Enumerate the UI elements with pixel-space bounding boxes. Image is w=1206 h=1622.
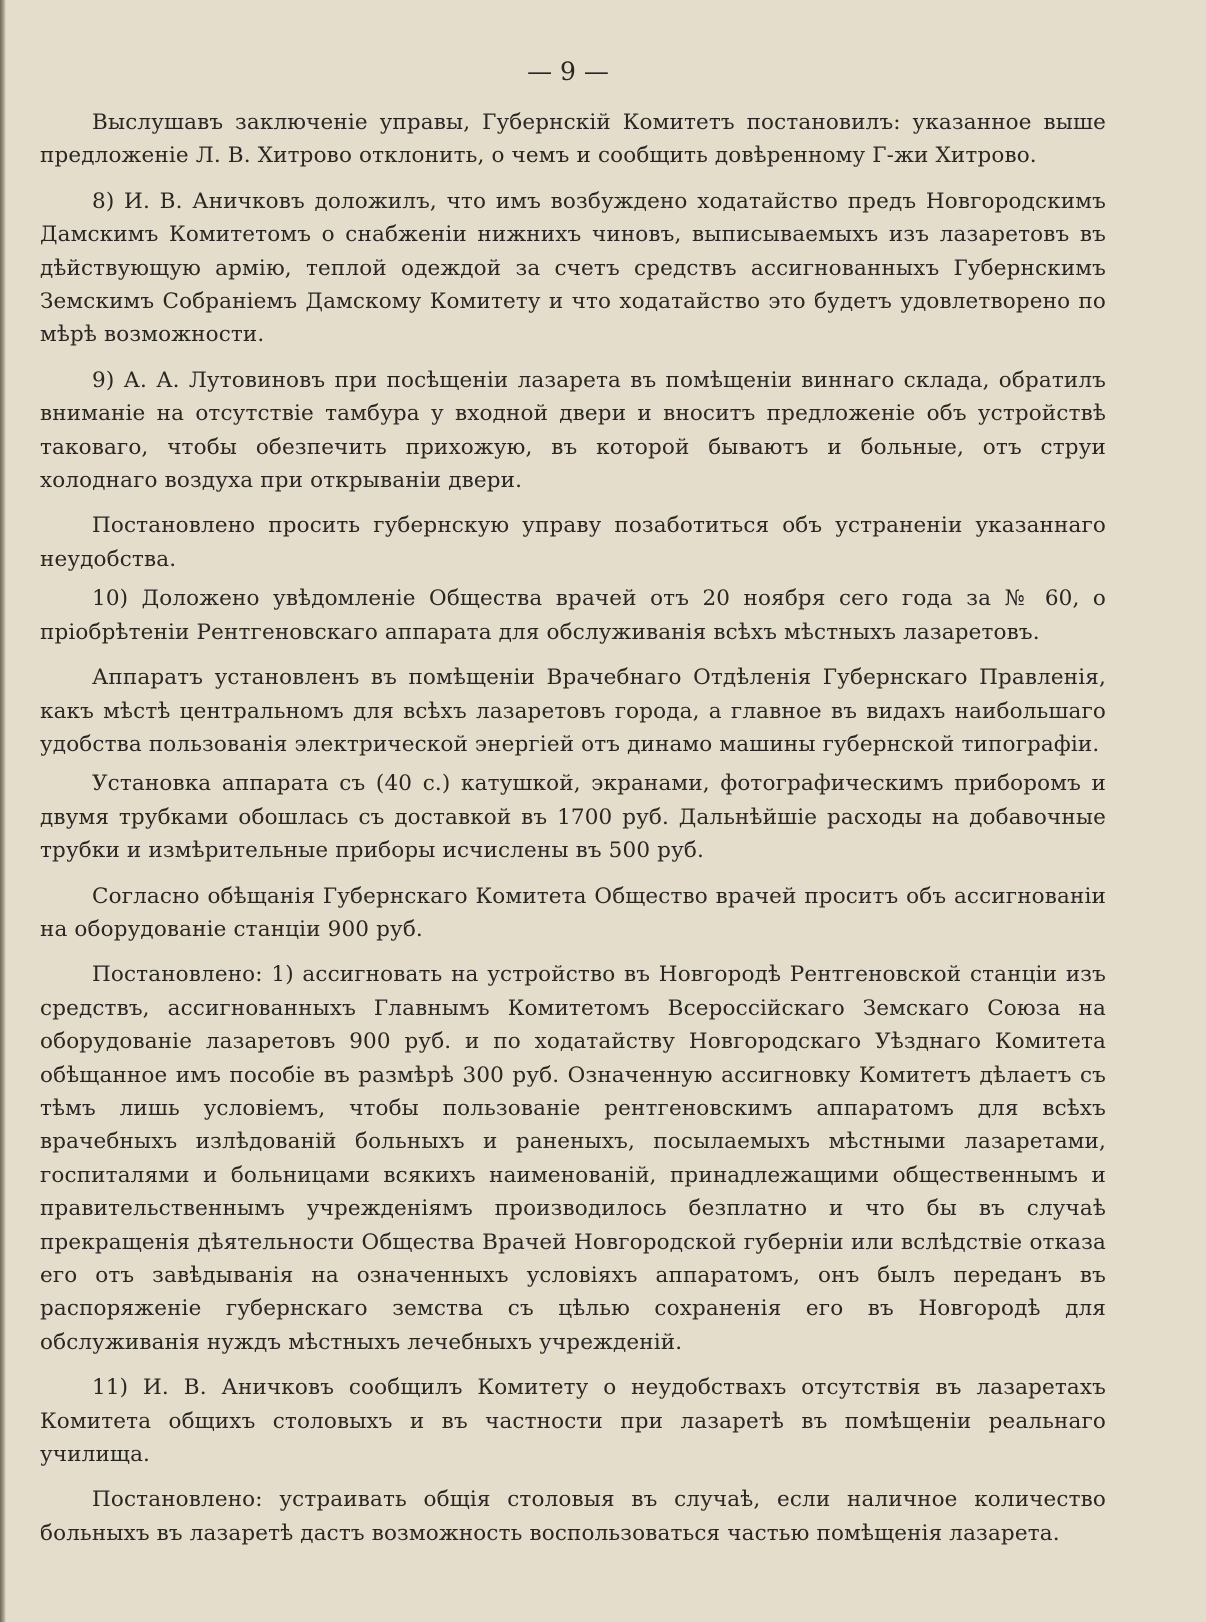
paragraph-item-10: 10) Доложено увѣдомленiе Общества врачей отъ 20 ноября сего года за № 60, о прiобрѣтенiи Рентгеновскаго аппарата для обслуживанiя всѣхъ мѣстныхъ лазаретовъ. bbox=[40, 586, 1106, 645]
paragraph-resolution-xray-station: Постановлено: 1) ассигновать на устройство въ Новгородѣ Рентгеновской станцiи изъ средствъ, ассигнованныхъ Главнымъ Комитетомъ Всероссiйскаго Земскаго Союза на оборудованiе лазаретовъ 900 руб. и по ходатайству Новгородскаго Уѣзднаго Комитета обѣщанное имъ пособiе въ размѣрѣ 300 руб. Означенную ассигновку Комитетъ дѣлаетъ съ тѣмъ лишь условiемъ, чтобы пользованiе рентгеновскимъ аппаратомъ для всѣхъ врачебныхъ излѣдованiй больныхъ и раненыхъ, посылаемыхъ мѣстными лазаретами, госпиталями и больницами всякихъ наименованiй, принадлежащими общественнымъ и правительственнымъ учрежденiямъ производилось безплатно и что бы въ случаѣ прекращенiя дѣятельности Общества Врачей Новгородской губернiи или вслѣдствiе отказа его отъ завѣдыванiя на означенныхъ условiяхъ аппаратомъ, онъ былъ переданъ въ распоряженiе губернскаго земства съ цѣлью сохраненiя его въ Новгородѣ для обслуживанiя нуждъ мѣстныхъ лечебныхъ учрежденiй. bbox=[40, 962, 1106, 1355]
paragraph-resolution-inconvenience: Постановлено просить губернскую управу позаботиться объ устраненiи указаннаго неудобства. bbox=[40, 513, 1106, 572]
document-page bbox=[40, 52, 1106, 1562]
paragraph-item-11: 11) И. В. Аничковъ сообщилъ Комитету о неудобствахъ отсутствiя въ лазаретахъ Комитета общихъ столовыхъ и въ частности при лазаретѣ въ помѣщенiи реальнаго училища. bbox=[40, 1375, 1106, 1468]
paragraph-resolution-dining-rooms: Постановлено: устраивать общiя столовыя въ случаѣ, если наличное количество больныхъ въ лазаретѣ дастъ возможность воспользоваться частью помѣщенiя лазарета. bbox=[40, 1487, 1106, 1546]
page-number: — 9 — bbox=[527, 57, 609, 86]
paragraph-item-8: 8) И. В. Аничковъ доложилъ, что имъ возбуждено ходатайство предъ Новгородскимъ Дамскимъ Комитетомъ о снабженiи нижнихъ чиновъ, выписываемыхъ изъ лазаретовъ въ дѣйствующую армiю, теплой одеждой за счетъ средствъ ассигнованныхъ Губернскимъ Земскимъ Собранiемъ Дамскому Комитету и что ходатайство это будетъ удовлетворено по мѣрѣ возможности. bbox=[40, 188, 1106, 348]
paragraph-apparatus-cost: Установка аппарата съ (40 с.) катушкой, экранами, фотографическимъ приборомъ и двумя трубками обошлась съ доставкой въ 1700 руб. Дальнѣйшiе расходы на добавочные трубки и измѣрительные приборы исчислены въ 500 руб. bbox=[40, 771, 1106, 864]
paragraph-committee-decision: Выслушавъ заключенiе управы, Губернскiй Комитетъ постановилъ: указанное выше предложенiе Л. В. Хитрово отклонить, о чемъ и сообщить довѣренному Г-жи Хитрово. bbox=[40, 110, 1106, 169]
page-edge-shadow bbox=[0, 0, 6, 1622]
paragraph-item-9: 9) А. А. Лутовиновъ при посѣщенiи лазарета въ помѣщенiи виннаго склада, обратилъ вниманiе на отсутствiе тамбура у входной двери и вноситъ предложенiе объ устройствѣ таковаго, чтобы обезпечить прихожую, въ которой бываютъ и больные, отъ струи холоднаго воздуха при открыванiи двери. bbox=[40, 367, 1106, 494]
paragraph-society-request: Согласно обѣщанiя Губернскаго Комитета Общество врачей проситъ объ ассигнованiи на оборудованiе станцiи 900 руб. bbox=[40, 883, 1106, 942]
paragraph-apparatus-location: Аппаратъ установленъ въ помѣщенiи Врачебнаго Отдѣленiя Губернскаго Правленiя, какъ мѣстѣ центральномъ для всѣхъ лазаретовъ города, а главное въ видахъ наибольшаго удобства пользованiя электрической энергiей отъ динамо машины губернской типографiи. bbox=[40, 665, 1106, 757]
